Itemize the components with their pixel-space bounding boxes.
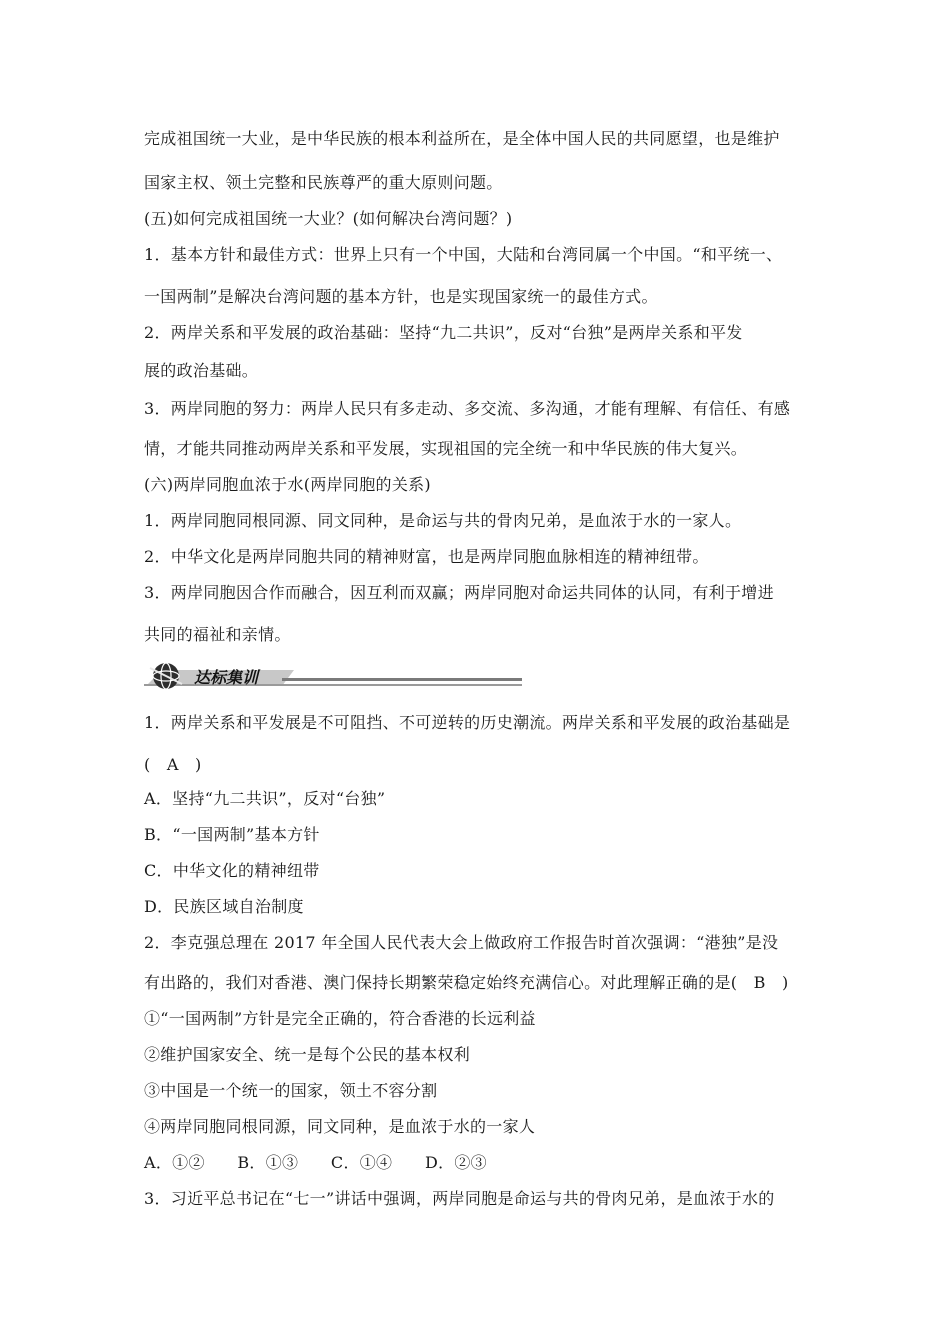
section-heading: (五)如何完成祖国统一大业？(如何解决台湾问题？) xyxy=(144,209,513,228)
paragraph-line: 3．两岸同胞因合作而融合，因互利而双赢；两岸同胞对命运共同体的认同，有利于增进 xyxy=(144,583,774,602)
question-answer: ( A ) xyxy=(144,755,202,774)
statement-2: ②维护国家安全、统一是每个公民的基本权利 xyxy=(144,1045,471,1064)
paragraph-line: 2．两岸关系和平发展的政治基础：坚持“九二共识”，反对“台独”是两岸关系和平发 xyxy=(144,323,743,342)
paragraph-line: 1．两岸同胞同根同源、同文同种，是命运与共的骨肉兄弟，是血浓于水的一家人。 xyxy=(144,511,742,530)
paragraph-line: 展的政治基础。 xyxy=(144,361,259,380)
option-b: B．“一国两制”基本方针 xyxy=(144,825,320,844)
option-c: C．中华文化的精神纽带 xyxy=(144,861,320,880)
statement-4: ④两岸同胞同根同源，同文同种，是血浓于水的一家人 xyxy=(144,1117,536,1136)
paragraph-line: 情，才能共同推动两岸关系和平发展，实现祖国的完全统一和中华民族的伟大复兴。 xyxy=(144,439,748,458)
paragraph-line: 3．两岸同胞的努力：两岸人民只有多走动、多交流、多沟通，才能有理解、有信任、有感 xyxy=(144,399,791,418)
banner-title: 达标集训 xyxy=(194,668,259,687)
paragraph-line: 一国两制”是解决台湾问题的基本方针，也是实现国家统一的最佳方式。 xyxy=(144,287,658,306)
paragraph-line: 1．基本方针和最佳方式：世界上只有一个中国，大陆和台湾同属一个中国。“和平统一、 xyxy=(144,245,783,264)
paragraph-line: 共同的福祉和亲情。 xyxy=(144,625,291,644)
paragraph-line: 国家主权、领土完整和民族尊严的重大原则问题。 xyxy=(144,173,503,192)
option-a: A．坚持“九二共识”，反对“台独” xyxy=(144,789,386,808)
question-stem: 有出路的，我们对香港、澳门保持长期繁荣稳定始终充满信心。对此理解正确的是( B ) xyxy=(144,973,789,992)
section-heading: (六)两岸同胞血浓于水(两岸同胞的关系) xyxy=(144,475,431,494)
paragraph-line: 完成祖国统一大业，是中华民族的根本利益所在，是全体中国人民的共同愿望，也是维护 xyxy=(144,129,780,148)
statement-3: ③中国是一个统一的国家，领土不容分割 xyxy=(144,1081,438,1100)
question-stem: 3．习近平总书记在“七一”讲话中强调，两岸同胞是命运与共的骨肉兄弟，是血浓于水的 xyxy=(144,1189,775,1208)
paragraph-line: 2．中华文化是两岸同胞共同的精神财富，也是两岸同胞血脉相连的精神纽带。 xyxy=(144,547,709,566)
section-banner xyxy=(144,656,534,696)
question-stem: 2．李克强总理在 2017 年全国人民代表大会上做政府工作报告时首次强调：“港独”是没 xyxy=(144,933,779,952)
option-d: D．民族区域自治制度 xyxy=(144,897,304,916)
statement-1: ①“一国两制”方针是完全正确的，符合香港的长远利益 xyxy=(144,1009,536,1028)
answer-options: A．①② B．①③ C．①④ D．②③ xyxy=(144,1153,487,1172)
question-stem: 1．两岸关系和平发展是不可阻挡、不可逆转的历史潮流。两岸关系和平发展的政治基础是 xyxy=(144,713,791,732)
